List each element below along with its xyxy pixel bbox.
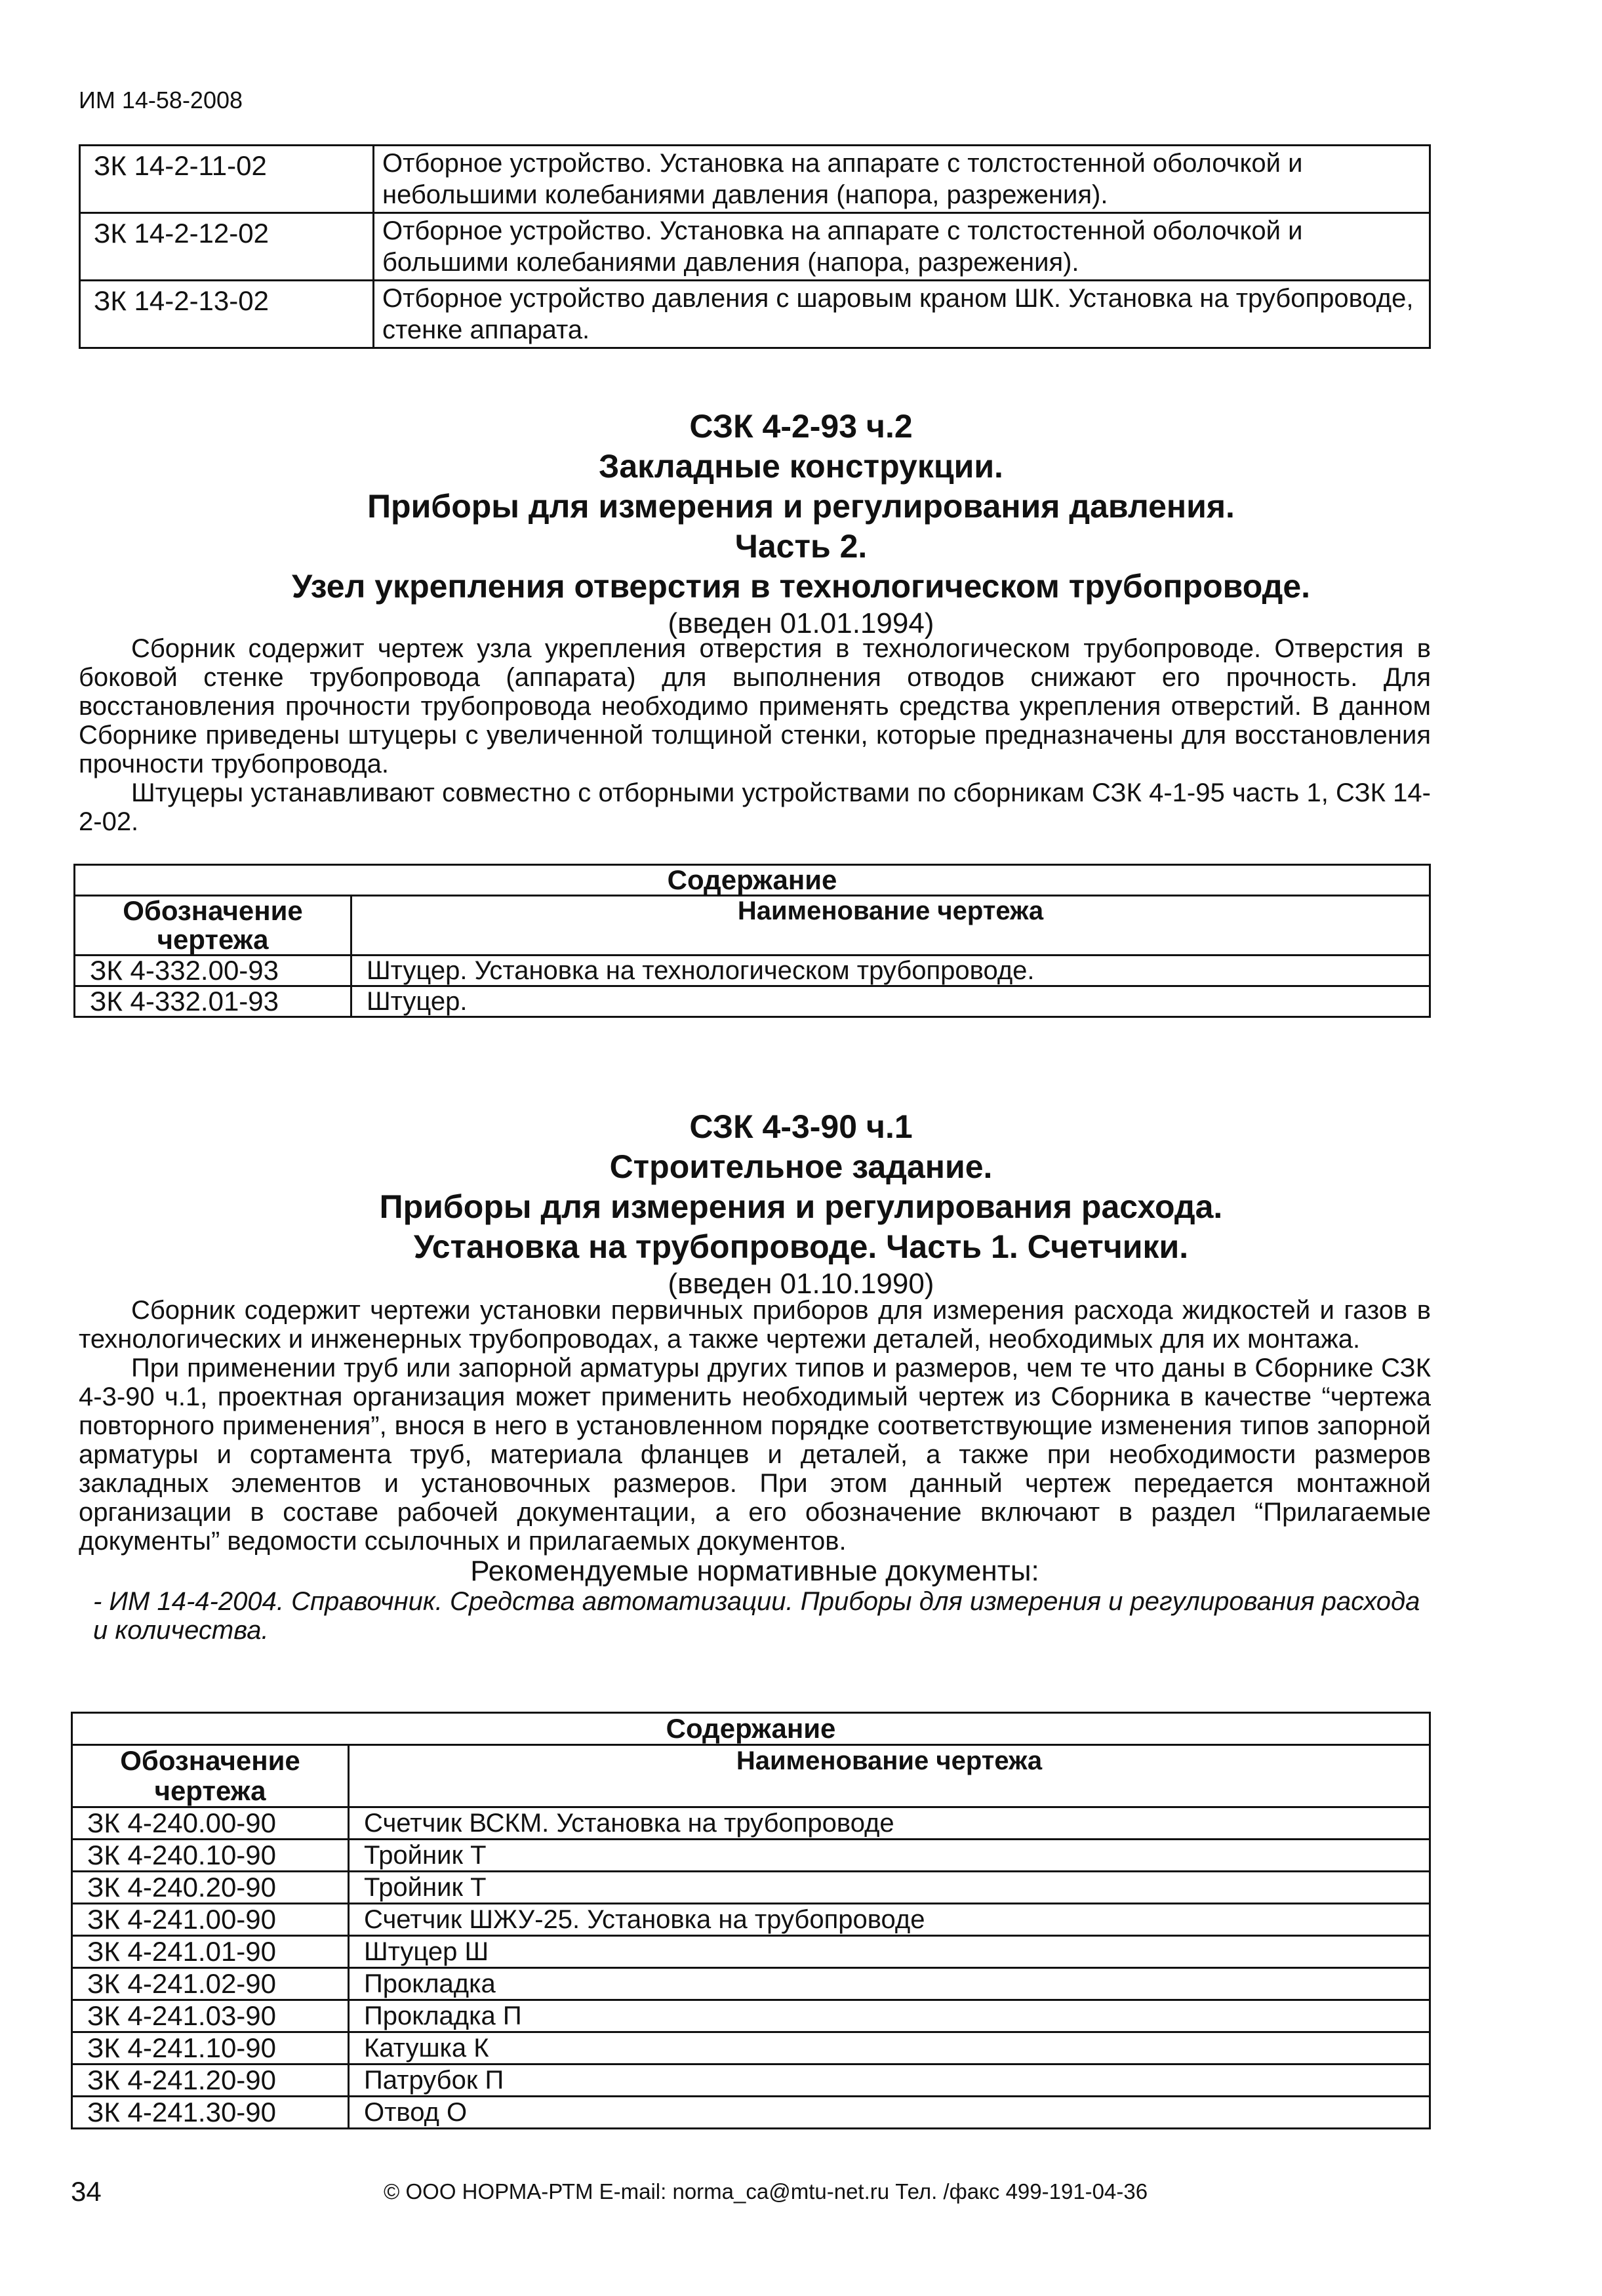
drawing-code: ЗК 4-240.00-90 bbox=[72, 1807, 349, 1840]
column-header-code: Обозначение чертежа bbox=[72, 1745, 349, 1807]
column-header-name: Наименование чертежа bbox=[349, 1745, 1430, 1807]
section-title-line: Часть 2. bbox=[734, 528, 868, 565]
table-row bbox=[72, 1904, 1430, 1936]
drawing-code: ЗК 4-241.20-90 bbox=[72, 2064, 349, 2097]
section-date: (введен 01.10.1990) bbox=[668, 1268, 934, 1300]
table-row bbox=[80, 213, 1430, 281]
section-szk-4-3-90-heading bbox=[0, 1107, 1602, 1301]
table-caption: Содержание bbox=[75, 865, 1430, 896]
table-row bbox=[72, 2032, 1430, 2064]
section-date: (введен 01.01.1994) bbox=[668, 607, 934, 639]
drawing-name: Тройник Т bbox=[349, 1840, 1430, 1872]
drawing-name: Прокладка bbox=[349, 1968, 1430, 2000]
table-row bbox=[72, 1807, 1430, 1840]
drawing-code: ЗК 4-241.02-90 bbox=[72, 1968, 349, 2000]
drawing-code: ЗК 4-241.01-90 bbox=[72, 1936, 349, 1968]
table-row bbox=[72, 1840, 1430, 1872]
drawing-code: ЗК 4-241.10-90 bbox=[72, 2032, 349, 2064]
drawing-name: Счетчик ШЖУ-25. Установка на трубопроводе bbox=[349, 1904, 1430, 1936]
section2-body bbox=[79, 1296, 1431, 1645]
paragraph: При применении труб или запорной арматуры других типов и размеров, чем те что даны в Сборнике СЗК 4-3-90 ч.1, проектная организация может применить необходимый чертеж из Сборника в качестве “чертежа повторного применения”, внося в него в установленном порядке соответствующие изменения типов запорной арматуры и сортамента труб, материала фланцев и деталей, а также при необходимости размеров закладных элементов и установочных размеров. При этом данный чертеж передается монтажной организации в составе рабочей документации, а его обозначение включают в раздел “Прилагаемые документы” ведомости ссылочных и прилагаемых документов. bbox=[79, 1354, 1431, 1556]
footer-copyright: © ООО НОРМА-РТМ E-mail: norma_ca@mtu-net.ru Тел. /факс 499-191-04-36 bbox=[384, 2179, 1148, 2204]
drawing-name: Штуцер. bbox=[351, 986, 1430, 1017]
table-row bbox=[80, 146, 1430, 213]
drawing-name: Отвод О bbox=[349, 2097, 1430, 2129]
table-row bbox=[72, 1872, 1430, 1904]
table-caption-row bbox=[72, 1713, 1430, 1745]
table-row bbox=[72, 1936, 1430, 1968]
paragraph: Сборник содержит чертеж узла укрепления отверстия в технологическом трубопроводе. Отверстия в боковой стенке трубопровода (аппарата) для выполнения отводов снижают его прочность. Для восстановления прочности трубопровода необходимо применять средства укрепления отверстий. В данном Сборнике приведены штуцеры с увеличенной толщиной стенки, которые предназначены для восстановления прочности трубопровода. bbox=[79, 634, 1431, 778]
drawing-code: ЗК 4-332.01-93 bbox=[75, 986, 351, 1017]
column-header-name: Наименование чертежа bbox=[351, 896, 1430, 956]
table-row bbox=[72, 2064, 1430, 2097]
drawing-name: Отборное устройство. Установка на аппарате с толстостенной оболочкой и небольшими колебаниями давления (напора, разрежения). bbox=[374, 146, 1430, 213]
drawing-name: Тройник Т bbox=[349, 1872, 1430, 1904]
drawing-code: ЗК 14-2-13-02 bbox=[80, 281, 374, 348]
table-row bbox=[75, 986, 1430, 1017]
section-title-line: Приборы для измерения и регулирования давления. bbox=[367, 488, 1235, 525]
top-table bbox=[79, 144, 1431, 349]
section-title-line: Строительное задание. bbox=[609, 1148, 993, 1185]
paragraph: Сборник содержит чертежи установки первичных приборов для измерения расхода жидкостей и газов в технологических и инженерных трубопроводах, а также чертежи деталей, необходимых для их монтажа. bbox=[79, 1296, 1431, 1354]
table-row bbox=[72, 2097, 1430, 2129]
section-title-line: Узел укрепления отверстия в технологическом трубопроводе. bbox=[291, 568, 1311, 605]
table-row bbox=[75, 956, 1430, 986]
table-row bbox=[72, 1968, 1430, 2000]
section-szk-4-2-93-heading bbox=[0, 407, 1602, 641]
table-row bbox=[72, 2000, 1430, 2032]
drawing-name: Отборное устройство. Установка на аппарате с толстостенной оболочкой и большими колебаниями давления (напора, разрежения). bbox=[374, 213, 1430, 281]
table-header-row bbox=[75, 896, 1430, 956]
drawing-name: Прокладка П bbox=[349, 2000, 1430, 2032]
section-title-line: Приборы для измерения и регулирования расхода. bbox=[379, 1188, 1223, 1225]
drawing-code: ЗК 4-241.03-90 bbox=[72, 2000, 349, 2032]
section-title-line: СЗК 4-2-93 ч.2 bbox=[689, 408, 913, 445]
drawing-name: Катушка К bbox=[349, 2032, 1430, 2064]
drawing-code: ЗК 4-332.00-93 bbox=[75, 956, 351, 986]
section-title-line: Установка на трубопроводе. Часть 1. Счетчики. bbox=[413, 1228, 1189, 1265]
table-row bbox=[80, 281, 1430, 348]
table-header-row bbox=[72, 1745, 1430, 1807]
table-caption: Содержание bbox=[72, 1713, 1430, 1745]
drawing-code: ЗК 4-240.20-90 bbox=[72, 1872, 349, 1904]
drawing-code: ЗК 4-241.30-90 bbox=[72, 2097, 349, 2129]
header-doc-code: ИМ 14-58-2008 bbox=[79, 87, 243, 113]
normative-item: - ИМ 14-4-2004. Справочник. Средства автоматизации. Приборы для измерения и регулирования расхода и количества. bbox=[93, 1587, 1420, 1645]
drawing-name: Патрубок П bbox=[349, 2064, 1430, 2097]
section-title-line: СЗК 4-3-90 ч.1 bbox=[689, 1108, 913, 1145]
drawing-name: Штуцер. Установка на технологическом трубопроводе. bbox=[351, 956, 1430, 986]
normative-heading: Рекомендуемые нормативные документы: bbox=[470, 1555, 1039, 1587]
drawing-code: ЗК 14-2-12-02 bbox=[80, 213, 374, 281]
drawing-code: ЗК 4-240.10-90 bbox=[72, 1840, 349, 1872]
section1-contents-table bbox=[73, 864, 1431, 1018]
drawing-code: ЗК 4-241.00-90 bbox=[72, 1904, 349, 1936]
page-number: 34 bbox=[71, 2176, 102, 2207]
column-header-code: Обозначение чертежа bbox=[75, 896, 351, 956]
section1-body bbox=[79, 634, 1431, 836]
section-title-line: Закладные конструкции. bbox=[599, 448, 1003, 485]
drawing-name: Штуцер Ш bbox=[349, 1936, 1430, 1968]
drawing-name: Счетчик ВСКМ. Установка на трубопроводе bbox=[349, 1807, 1430, 1840]
drawing-name: Отборное устройство давления с шаровым краном ШК. Установка на трубопроводе, стенке аппарата. bbox=[374, 281, 1430, 348]
table-caption-row bbox=[75, 865, 1430, 896]
paragraph: Штуцеры устанавливают совместно с отборными устройствами по сборникам СЗК 4-1-95 часть 1, СЗК 14-2-02. bbox=[79, 778, 1431, 836]
drawing-code: ЗК 14-2-11-02 bbox=[80, 146, 374, 213]
section2-contents-table bbox=[71, 1712, 1431, 2129]
